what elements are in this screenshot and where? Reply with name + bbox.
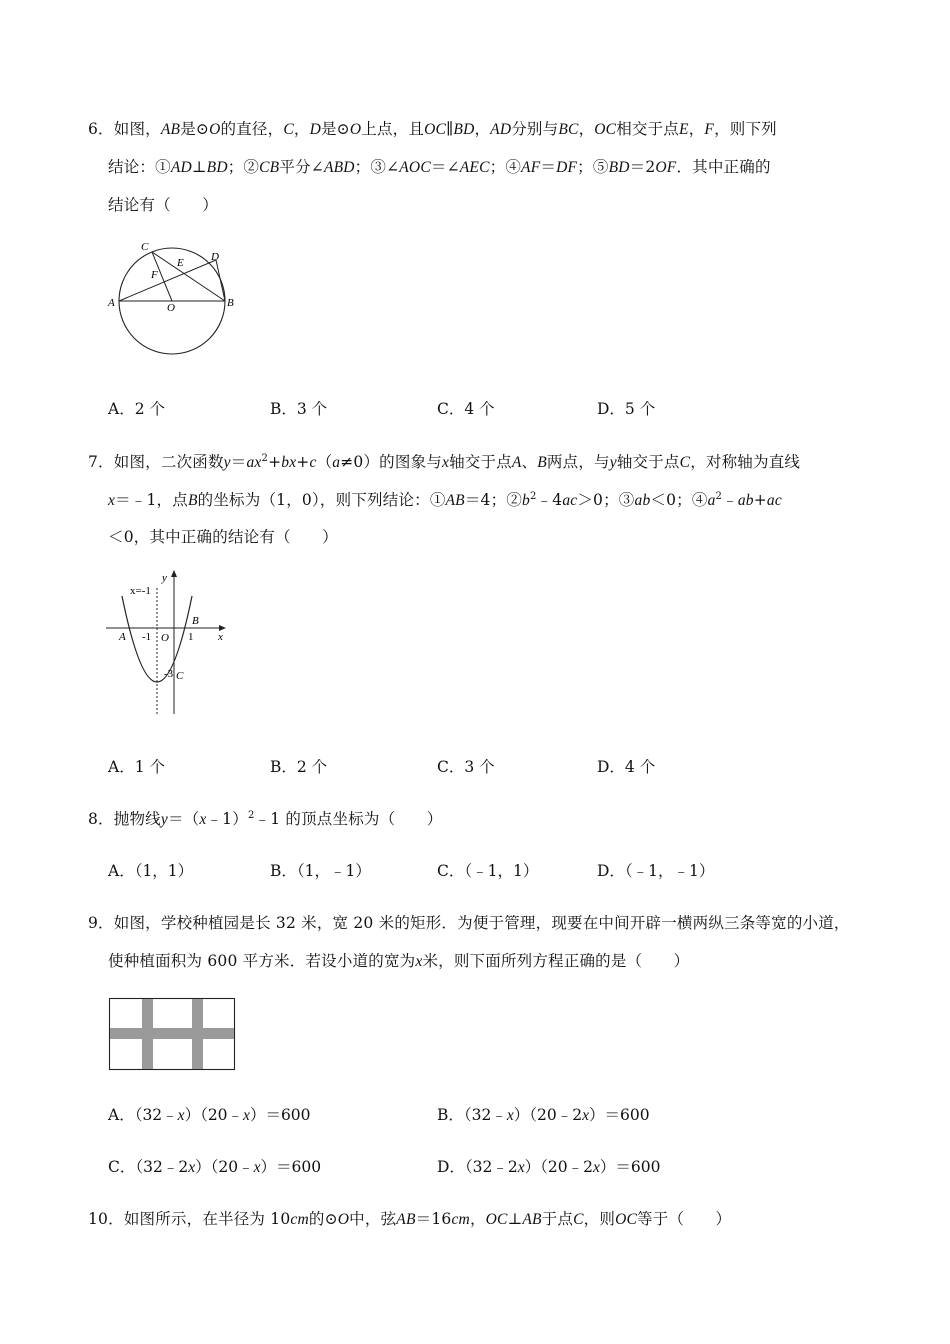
chord-ad [119, 260, 216, 301]
q9-option-c[interactable]: C．（32﹣2x）（20﹣x）＝600 [108, 1158, 322, 1176]
label-a: A [119, 631, 126, 643]
q9-option-b[interactable]: B．（32﹣x）（20﹣2x）＝600 [437, 1106, 650, 1124]
label-c: C [176, 670, 184, 682]
label-o: O [167, 302, 175, 314]
q7-parabola-figure [100, 566, 240, 716]
q9-garden-figure [108, 997, 238, 1073]
q8-option-b[interactable]: B．（1，﹣1） [270, 862, 371, 880]
label-x: x [218, 631, 223, 643]
label-e: E [177, 257, 184, 269]
label-y: y [162, 572, 167, 584]
label-d: D [211, 251, 219, 263]
q10-line-1: 10．如图所示，在半径为 10cm的⊙O中，弦AB＝16cm，OC⊥AB于点C，则OC等于（ ） [88, 1210, 732, 1228]
label-f: F [151, 269, 158, 281]
q7-line-3: ＜0，其中正确的结论有（ ） [108, 528, 338, 546]
q9-line-2: 使种植面积为 600 平方米．若设小道的宽为x米，则下面所列方程正确的是（ ） [108, 952, 690, 970]
label-neg3: -3 [164, 668, 174, 680]
q6-option-b[interactable]: B．3 个 [270, 400, 328, 418]
q7-line-1: 7．如图，二次函数$y=ax^2+bx+c(a\ne 0)$的图象与x轴交于点A、B两点，与y轴交于点C，对称轴为直线 [88, 453, 801, 471]
q8-option-c[interactable]: C．（﹣1，1） [437, 862, 539, 880]
q8-option-a[interactable]: A．（1，1） [108, 862, 194, 880]
label-b: B [192, 615, 199, 627]
q6-option-a[interactable]: A．2 个 [108, 400, 165, 418]
q6-option-d[interactable]: D．5 个 [597, 400, 656, 418]
q7-option-b[interactable]: B．2 个 [270, 758, 328, 776]
y-axis-arrow [171, 570, 177, 577]
q9-line-1: 9．如图，学校种植园是长 32 米，宽 20 米的矩形．为便于管理，现要在中间开辟一横两纵三条等宽的小道， [88, 914, 850, 932]
q9-option-a[interactable]: A．（32﹣x）（20﹣x）＝600 [108, 1106, 311, 1124]
horizontal-path [110, 1028, 234, 1039]
chord-bd [216, 260, 225, 301]
label-axis-eq: x=-1 [130, 585, 151, 597]
q9-option-d[interactable]: D．（32﹣2x）（20﹣2x）＝600 [437, 1158, 661, 1176]
q6-circle-figure [100, 236, 250, 358]
vertical-path-left [142, 999, 153, 1069]
vertical-path-right [192, 999, 203, 1069]
label-b: B [227, 297, 234, 309]
q6-option-c[interactable]: C．4 个 [437, 400, 495, 418]
q7-option-a[interactable]: A．1 个 [108, 758, 165, 776]
q8-line-1: 8．抛物线y＝（x﹣1）$^2$﹣1 的顶点坐标为（ ） [88, 810, 443, 828]
q6-line-2: 结论：①AD⊥BD；②CB平分∠ABD；③∠AOC＝∠AEC；④AF＝DF；⑤BD＝2OF．其中正确的 [108, 158, 771, 176]
q7-option-c[interactable]: C．3 个 [437, 758, 495, 776]
label-one: 1 [188, 631, 194, 643]
label-c: C [141, 241, 149, 253]
label-o: O [161, 632, 169, 644]
label-a: A [108, 297, 115, 309]
q8-option-d[interactable]: D．（﹣1，﹣1） [597, 862, 715, 880]
label-neg1: -1 [142, 631, 152, 643]
q6-line-3: 结论有（ ） [108, 196, 218, 214]
q6-line-1: 6．如图，AB是⊙O的直径，C，D是⊙O上点，且OC∥BD，AD分别与BC，OC相交于点E，F，则下列 [88, 120, 777, 138]
q7-option-d[interactable]: D．4 个 [597, 758, 656, 776]
q7-line-2: x＝﹣1，点B的坐标为（1，0），则下列结论：①AB＝4；$②b^2﹣4ac>0$；③ab＜0；$④a^2﹣ab+ac$ [108, 491, 782, 509]
